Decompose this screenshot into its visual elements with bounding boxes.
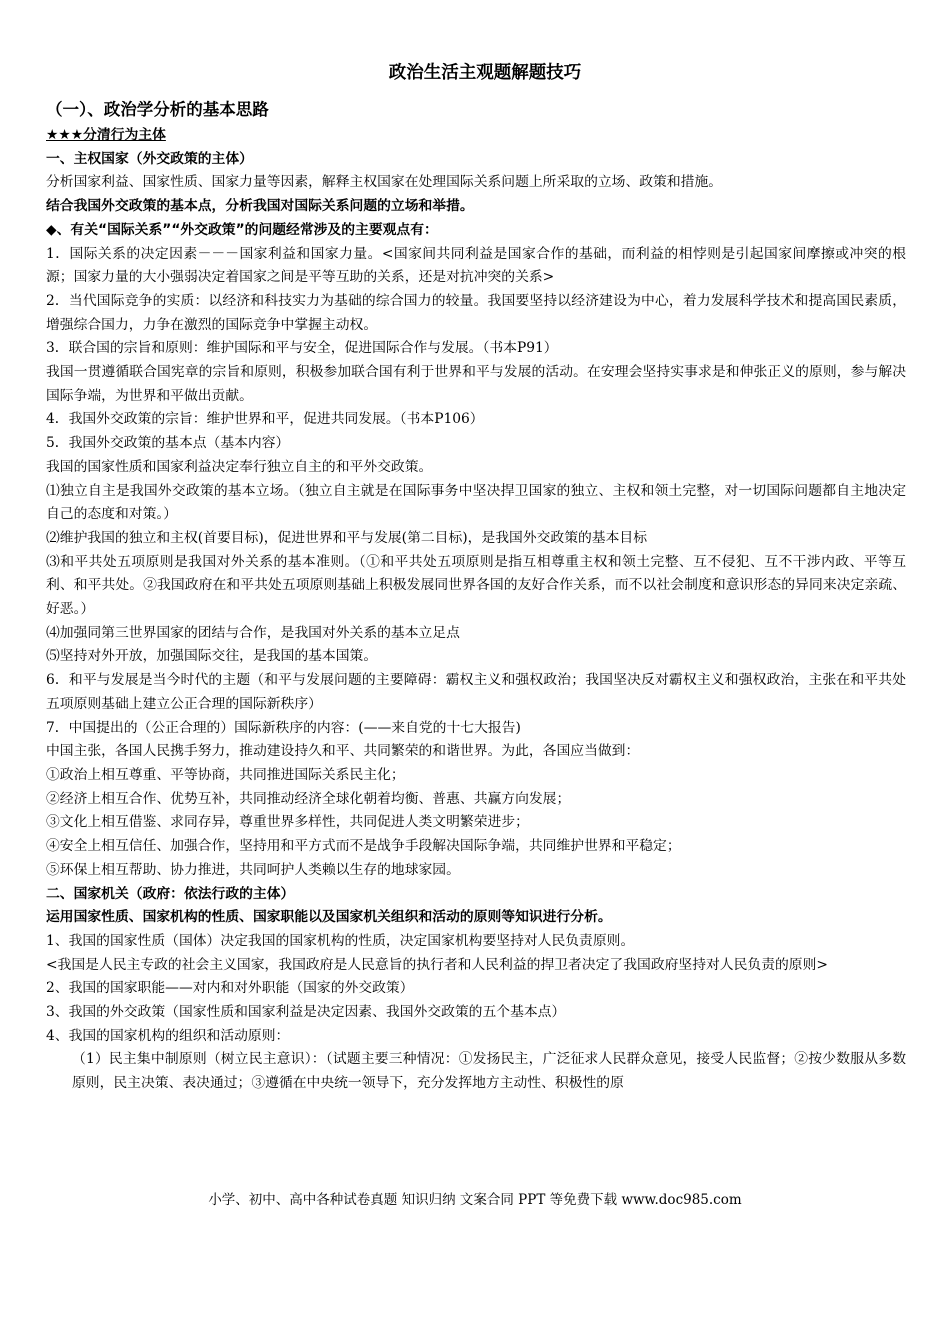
part1-bold-intro: 结合我国外交政策的基本点，分析我国对国际关系问题的立场和举措。 [46,198,474,215]
point-7: 7．中国提出的（公正合理的）国际新秩序的内容：(——来自党的十七大报告) [46,719,521,736]
part2-item-2: 2、我国的国家职能——对内和对外职能（国家的外交政策） [46,980,414,997]
point-7-item-3: ③文化上相互借鉴、求同存异，尊重世界多样性，共同促进人类文明繁荣进步； [46,814,529,831]
part2-item-4-sub-1: （1）民主集中制原则（树立民主意识）：（试题主要三种情况：①发扬民主，广泛征求人民群众意见，接受人民监督；②按少数服从多数原则，民主决策、表决通过；③遵循在中央统一领导下，充分发挥地方主动性、积极性的原 [72,1051,906,1092]
part2-item-1-detail: <我国是人民主专政的社会主义国家，我国政府是人民意旨的执行者和人民利益的捍卫者决定了我国政府坚持对人民负责的原则> [46,956,828,973]
point-3-detail: 我国一贯遵循联合国宪章的宗旨和原则，积极参加联合国有利于世界和平与发展的活动。在安理会坚持实事求是和伸张正义的原则，参与解决国际争端，为世界和平做出贡献。 [46,364,906,404]
point-5-intro: 我国的国家性质和国家利益决定奉行独立自主的和平外交政策。 [46,458,433,475]
point-5-item-5: ⑸坚持对外开放，加强国际交往，是我国的基本国策。 [46,648,378,665]
document-page [46,58,906,1096]
point-5: 5．我国外交政策的基本点（基本内容） [46,435,290,452]
point-7-item-5: ⑤环保上相互帮助、协力推进，共同呵护人类赖以生存的地球家园。 [46,861,460,878]
point-6: 6．和平与发展是当今时代的主题（和平与发展问题的主要障碍：霸权主义和强权政治；我国坚决反对霸权主义和强权政治，主张在和平共处五项原则基础上建立公正合理的国际新秩序） [46,672,906,712]
point-5-item-2: ⑵维护我国的独立和主权(首要目标)，促进世界和平与发展(第二目标)，是我国外交政策的基本目标 [46,529,647,546]
point-3: 3．联合国的宗旨和原则：维护国际和平与安全，促进国际合作与发展。（书本P91） [46,340,558,357]
point-7-item-1: ①政治上相互尊重、平等协商，共同推进国际关系民主化； [46,766,405,783]
part2-item-1: 1、我国的国家性质（国体）决定我国的国家机构的性质，决定国家机构要坚持对人民负责原则。 [46,932,635,949]
stars-heading: ★★★分清行为主体 [46,127,166,143]
part2-item-3: 3、我国的外交政策（国家性质和国家利益是决定因素、我国外交政策的五个基本点） [46,1004,566,1021]
part2-heading: 二、国家机关（政府：依法行政的主体） [46,885,295,902]
document-title: 政治生活主观题解题技巧 [388,63,582,83]
point-5-item-1: ⑴独立自主是我国外交政策的基本立场。（独立自主就是在国际事务中坚决捍卫国家的独立、主权和领土完整，对一切国际问题都自主地决定自己的态度和对策。） [46,482,906,523]
part1-heading: 一、主权国家（外交政策的主体） [46,150,253,167]
point-5-item-3: ⑶和平共处五项原则是我国对外关系的基本准则。（①和平共处五项原则是指互相尊重主权和领土完整、互不侵犯、互不干涉内政、平等互利、和平共处。②我国政府在和平共处五项原则基础上积极发展同世界各国的友好合作关系，而不以社会制度和意识形态的异同来决定亲疏、好恶。） [46,553,906,618]
part2-item-4: 4、我国的国家机构的组织和活动原则： [46,1027,290,1044]
point-5-item-4: ⑷加强同第三世界国家的团结与合作，是我国对外关系的基本立足点 [46,624,460,641]
part1-intro: 分析国家利益、国家性质、国家力量等因素，解释主权国家在处理国际关系问题上所采取的立场、政策和措施。 [46,174,723,191]
section-heading: （一）、政治学分析的基本思路 [46,100,269,119]
page-footer: 小学、初中、高中各种试卷真题 知识归纳 文案合同 PPT 等免费下载 www.doc985.com [208,1192,742,1208]
points-heading: ◆、有关“国际关系”“外交政策”的问题经常涉及的主要观点有： [46,221,438,238]
point-4: 4．我国外交政策的宗旨：维护世界和平，促进共同发展。（书本P106） [46,411,484,428]
part2-bold-intro: 运用国家性质、国家机构的性质、国家职能以及国家机关组织和活动的原则等知识进行分析。 [46,909,612,926]
point-7-item-4: ④安全上相互信任、加强合作，坚持用和平方式而不是战争手段解决国际争端，共同维护世界和平稳定； [46,838,681,855]
point-2: 2．当代国际竞争的实质：以经济和科技实力为基础的综合国力的较量。我国要坚持以经济建设为中心，着力发展科学技术和提高国民素质，增强综合国力，力争在激烈的国际竞争中掌握主动权。 [46,292,906,333]
point-7-intro: 中国主张，各国人民携手努力，推动建设持久和平、共同繁荣的和谐世界。为此，各国应当做到： [46,743,640,760]
point-1: 1．国际关系的决定因素－－－国家利益和国家力量。<国家间共同利益是国家合作的基础，而利益的相悖则是引起国家间摩擦或冲突的根源；国家力量的大小强弱决定着国家之间是平等互助的关系，还是对抗冲突的关系> [46,245,906,286]
point-7-item-2: ②经济上相互合作、优势互补，共同推动经济全球化朝着均衡、普惠、共赢方向发展； [46,790,571,807]
